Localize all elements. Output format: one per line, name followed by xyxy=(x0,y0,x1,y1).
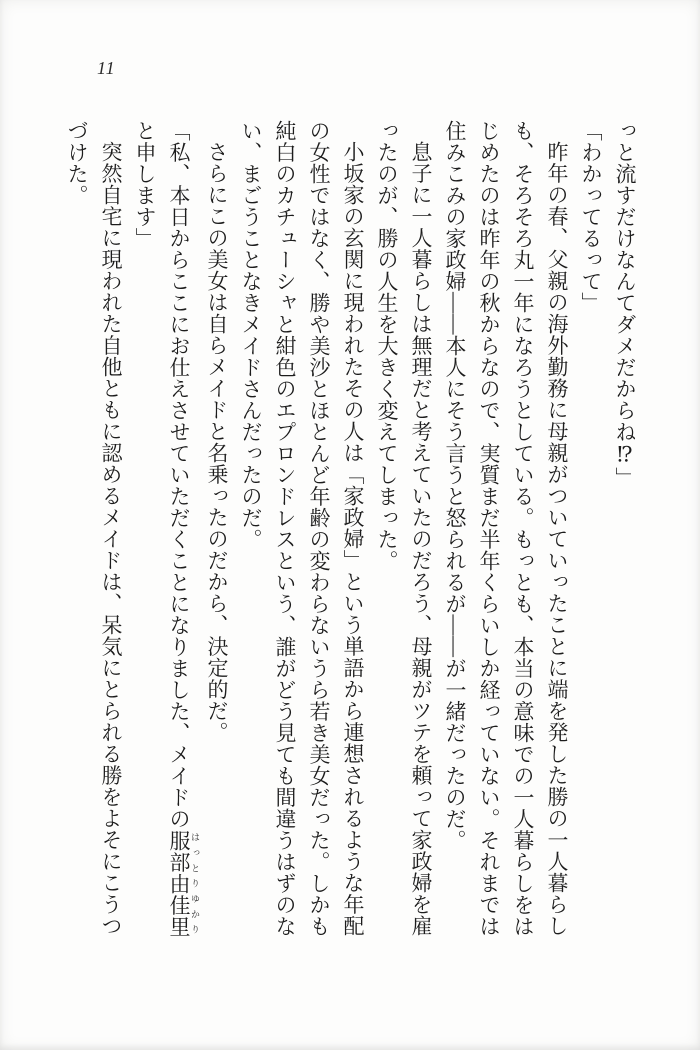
text-line: 住みこみの家政婦――本人にそう言うと怒られるが――が一緒だったのだ。 xyxy=(443,120,467,851)
text-line: さらにこの美女は自らメイドと名乗ったのだから、決定的だ。 xyxy=(205,141,229,743)
furigana: はっとりゆかり xyxy=(190,829,200,937)
text-line-dialogue: 「わかってるって」 xyxy=(579,120,603,314)
text-line: の女性ではなく、勝や美沙とほとんど年齢の変わらないうら若き美女だった。しかも xyxy=(307,120,331,937)
text-line: 息子に一人暮らしは無理だと考えていたのだろう、母親がツテを頼って家政婦を雇 xyxy=(409,141,433,937)
page-number: 11 xyxy=(97,58,116,78)
text-line: 昨年の春、父親の海外勤務に母親がついていったことに端を発した勝の一人暮らし xyxy=(545,141,569,937)
text-line: も、そろそろ丸一年になろうとしている。もっとも、本当の意味での一人暮らしをは xyxy=(511,120,535,937)
text-line: づけた。 xyxy=(65,120,89,206)
text-line-dialogue xyxy=(162,120,200,972)
text-line: じめたのは昨年の秋からなので、実質まだ半年くらいしか経っていない。それまでは xyxy=(477,120,501,937)
body-text xyxy=(64,120,642,972)
character-name-ruby xyxy=(167,829,200,938)
text-line: ったのが、勝の人生を大きく変えてしまった。 xyxy=(375,120,399,572)
text-line: 純白のカチューシャと紺色のエプロンドレスという、誰がどう見ても間違うはずのな xyxy=(273,120,297,937)
text-line: 小坂家の玄関に現われたその人は「家政婦」という単語から連想されるような年配 xyxy=(341,141,365,937)
ruby-base: 服部由佳里 xyxy=(167,829,191,937)
text-line: っと流すだけなんてダメだからね⁉」 xyxy=(613,120,637,489)
text-line: い、まごうことなきメイドさんだったのだ。 xyxy=(239,120,263,550)
text-line-pre: 「私、本日からここにお仕えさせていただくことになりました、メイドの xyxy=(167,120,191,830)
text-line: 突然自宅に現われた自他ともに認めるメイドは、呆気にとられる勝をよそにこうつ xyxy=(99,141,123,937)
text-line-dialogue: と申します」 xyxy=(133,120,157,249)
